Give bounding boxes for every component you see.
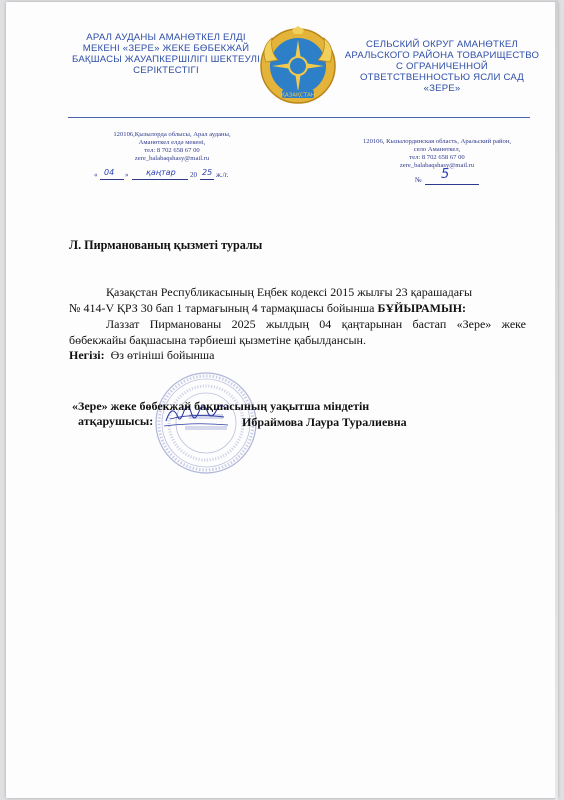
- basis-line: [69, 348, 215, 363]
- basis-label: Негізі:: [69, 348, 105, 362]
- number-value: 5: [441, 167, 450, 182]
- signature-position-line-1: «Зере» жеке бөбекжай бақшасының уақытша міндетін: [72, 399, 370, 413]
- number-label: №: [415, 176, 422, 184]
- document-sheet: [6, 2, 558, 798]
- basis-value: Өз өтініші бойынша: [110, 348, 215, 362]
- address-right-email: zere_balabaqshasy@mail.ru: [399, 162, 475, 169]
- header-right-organization: СЕЛЬСКИЙ ОКРУГ АМАНӨТКЕЛ АРАЛЬСКОГО РАЙОНА ТОВАРИЩЕСТВО С ОГРАНИЧЕННОЙ ОТВЕТСТВЕННОСТЬЮ ЯСЛИ САД «ЗЕРЕ»: [344, 39, 540, 94]
- emblem-caption: ҚАЗАҚСТАН: [281, 92, 315, 99]
- address-right-line1: 120106, Кызылординская область, Аральский район,: [362, 138, 511, 145]
- paragraph-2: Лаззат Пирманованы 2025 жылдың 04 қаңтарынан бастап «Зере» жеке бөбекжайы бақшасына тәрбиеші қызметіне қабылдансын.: [69, 317, 526, 347]
- paragraph-1-line-2: [69, 300, 526, 316]
- address-left-phone: тел: 8 702 658 67 00: [144, 147, 200, 154]
- date-month: қаңтар: [146, 168, 176, 177]
- address-right-line2: село Аманөткел,: [413, 146, 461, 153]
- address-left: [88, 131, 256, 163]
- address-right-phone: тел: 8 702 658 67 00: [409, 154, 465, 161]
- header-left-organization: АРАЛ АУДАНЫ АМАНӨТКЕЛ ЕЛДІ МЕКЕНІ «ЗЕРЕ» ЖЕКЕ БӨБЕКЖАЙ БАҚШАСЫ ЖАУАПКЕРШІЛІГІ ШЕКТЕУЛІ СЕРІКТЕСТІГІ: [72, 32, 260, 76]
- address-left-email: zere_balabaqshasy@mail.ru: [134, 155, 210, 162]
- signature-position-line-2: атқарушысы:: [78, 414, 154, 428]
- kazakhstan-emblem-icon: [258, 26, 338, 106]
- date-year-suffix: 25: [202, 168, 213, 177]
- document-number: [415, 167, 485, 186]
- date-open-quote: «: [94, 171, 98, 179]
- date-day: 04: [104, 168, 115, 177]
- page-edge-shadow: [555, 0, 558, 800]
- address-left-line2: Аманөткел елдә мекені,: [138, 139, 206, 146]
- order-keyword: БҰЙЫРАМЫН:: [377, 301, 467, 315]
- header-divider: [68, 117, 530, 118]
- date-close-quote: »: [125, 171, 129, 179]
- document-title: Л. Пирманованың қызметі туралы: [69, 238, 263, 252]
- address-left-line1: 120106,Қызылорда облысы, Арал ауданы,: [113, 131, 231, 138]
- date-suffix: ж./г.: [216, 171, 229, 179]
- address-right: [346, 138, 528, 170]
- date-line: [94, 168, 314, 183]
- date-year-prefix: 20: [190, 171, 197, 179]
- paragraph-1-line-1: Қазақстан Республикасының Еңбек кодексі 2015 жылғы 23 қарашадағы: [106, 285, 473, 299]
- signatory-name: Ибраймова Лаура Туралиевна: [242, 415, 407, 429]
- paragraph-1-line-2-text: № 414-V ҚРЗ 30 бап 1 тармағының 4 тармақшасы бойынша: [69, 301, 378, 315]
